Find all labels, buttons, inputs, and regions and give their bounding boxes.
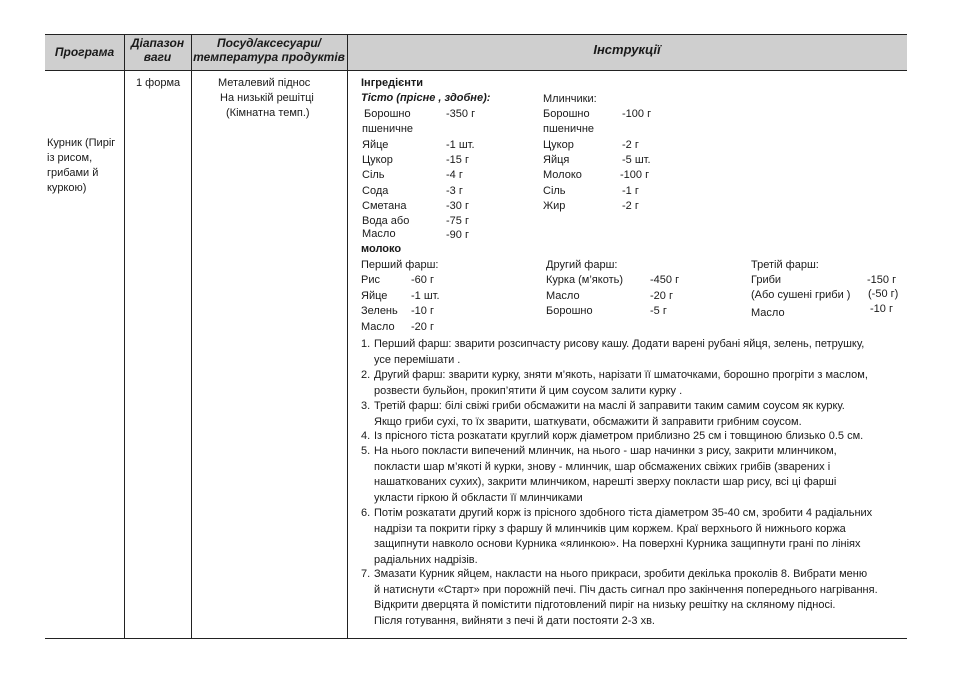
step-number: 6. — [361, 507, 371, 519]
step-5 — [361, 444, 911, 506]
pancake-qty-5: -1 г — [622, 185, 639, 197]
header-program: Програма — [54, 45, 115, 59]
step-number: 4. — [361, 430, 371, 442]
filling3-qty-1: (-50 г) — [868, 288, 899, 300]
filling3-name-0: Гриби — [751, 274, 782, 286]
step-text: Потім розкатати другий корж із прісного здобного тіста діаметром 35-40 см, зробити 4 радіальних надрізи та покрити гірку з фаршу й млинчиків цим коржем. Краї верхнього й нижнього коржа защипнути навколо основи Курника «ялинкою». На поверхні Курника защипнути грані по лініях радіальних надрізів. — [374, 507, 873, 566]
filling1-name-2: Зелень — [361, 305, 398, 317]
step-3 — [361, 399, 911, 430]
cookware-line-3: (Кімнатна темп.) — [226, 107, 310, 119]
step-text: Із прісного тіста розкатати круглий корж діаметром приблизно 25 см і товщиною близько 0.5 см. — [374, 430, 864, 442]
pancake-name-2: Цукор — [543, 139, 574, 151]
filling3-heading: Третій фарш: — [751, 259, 819, 271]
step-4 — [361, 429, 911, 445]
dough-name-1: пшеничне — [362, 123, 414, 135]
column-divider-2 — [191, 34, 192, 639]
step-6 — [361, 506, 911, 568]
dough-name-4: Сіль — [362, 169, 385, 181]
step-text: На нього покласти випечений млинчик, на нього - шар начинки з рису, закрити млинчиком, покласти шар м’якоті й курки, знову - млинчик, шар обсмажених свіжих грибів (зварених і нашаткованих сухих), закрити млинчиком, нарешті зверху покласти шар рису, всі ці фарші укласти гіркою й обкласти її млинчиками — [374, 445, 837, 504]
filling1-name-1: Яйце — [361, 290, 388, 302]
dough-tail: молоко — [361, 243, 402, 255]
filling2-name-1: Масло — [546, 290, 580, 302]
table-bottom-border — [45, 638, 907, 639]
dough-qty-2: -1 шт. — [446, 139, 475, 151]
dough-name-8: Масло — [362, 228, 396, 240]
pancakes-heading: Млинчики: — [543, 93, 597, 105]
filling3-name-1: (Або сушені гриби ) — [751, 289, 851, 301]
filling2-heading: Другий фарш: — [546, 259, 618, 271]
filling1-name-3: Масло — [361, 321, 395, 333]
dough-qty-6: -30 г — [446, 200, 469, 212]
filling1-heading: Перший фарш: — [361, 259, 439, 271]
dough-name-6: Сметана — [362, 200, 407, 212]
step-number: 3. — [361, 400, 371, 412]
dough-qty-8: -90 г — [446, 229, 469, 241]
step-2 — [361, 368, 911, 399]
step-1 — [361, 337, 911, 368]
step-text: Перший фарш: зварити розсипчасту рисову кашу. Додати варені рубані яйця, зелень, петрушку, усе перемішати . — [374, 338, 865, 366]
dough-qty-4: -4 г — [446, 169, 463, 181]
step-number: 5. — [361, 445, 371, 457]
pancake-name-5: Сіль — [543, 185, 566, 197]
step-7 — [361, 567, 911, 629]
filling1-qty-1: -1 шт. — [411, 290, 440, 302]
program-name: Курник (Пиріг із рисом, грибами й куркою) — [47, 137, 116, 194]
step-text: Змазати Курник яйцем, накласти на нього прикраси, зробити декілька проколів 8. Вибрати меню й натиснути «Старт» при порожній печі. Піч дасть сигнал про закінчення попереднього нагрівання. Відкрити дверцята й помістити підготовлений пиріг на низьку решітку на скляному підносі. Після готування, вийняти з печі й дати постояти 2-3 хв. — [374, 568, 878, 627]
header-top-border — [45, 34, 907, 35]
step-number: 1. — [361, 338, 371, 350]
dough-qty-7: -75 г — [446, 215, 469, 227]
header-weight-range: Діапазон ваги — [130, 36, 185, 64]
pancake-qty-6: -2 г — [622, 200, 639, 212]
pancake-qty-3: -5 шт. — [622, 154, 651, 166]
filling1-qty-2: -10 г — [411, 305, 434, 317]
pancake-name-4: Молоко — [543, 169, 582, 181]
pancake-qty-2: -2 г — [622, 139, 639, 151]
dough-name-2: Яйце — [362, 139, 389, 151]
dough-name-7: Вода або — [362, 215, 410, 227]
column-divider-1 — [124, 34, 125, 639]
step-text: Другий фарш: зварити курку, зняти м’якоть, нарізати її шматочками, борошно прогріти з маслом, розвести бульйон, прокип’ятити й цим соусом залити курку . — [374, 369, 868, 397]
pancake-name-1: пшеничне — [543, 123, 595, 135]
pancake-name-3: Яйця — [543, 154, 570, 166]
pancake-qty-4: -100 г — [620, 169, 650, 181]
dough-name-0: Борошно — [364, 108, 411, 120]
header-cookware: Посуд/аксесуари/ температура продуктів — [193, 36, 345, 64]
filling2-name-2: Борошно — [546, 305, 593, 317]
dough-name-5: Сода — [362, 185, 389, 197]
dough-name-3: Цукор — [362, 154, 393, 166]
dough-qty-0: -350 г — [446, 108, 476, 120]
dough-qty-5: -3 г — [446, 185, 463, 197]
filling3-name-2: Масло — [751, 307, 785, 319]
pancake-qty-0: -100 г — [622, 108, 652, 120]
step-number: 2. — [361, 369, 371, 381]
dough-qty-3: -15 г — [446, 154, 469, 166]
step-number: 7. — [361, 568, 371, 580]
filling2-qty-2: -5 г — [650, 305, 667, 317]
column-divider-3 — [347, 34, 348, 639]
pancake-name-6: Жир — [543, 200, 566, 212]
filling2-name-0: Курка (м’якоть) — [546, 274, 623, 286]
filling3-qty-2: -10 г — [870, 303, 893, 315]
header-bottom-border — [45, 70, 907, 71]
dough-heading: Тісто (прісне , здобне): — [361, 92, 491, 104]
weight-value: 1 форма — [136, 77, 181, 89]
filling2-qty-1: -20 г — [650, 290, 673, 302]
cookware-line-2: На низькій решітці — [220, 92, 314, 104]
filling3-qty-0: -150 г — [867, 274, 897, 286]
filling1-qty-3: -20 г — [411, 321, 434, 333]
filling1-name-0: Рис — [361, 274, 380, 286]
pancake-name-0: Борошно — [543, 108, 590, 120]
filling1-qty-0: -60 г — [411, 274, 434, 286]
ingredients-heading: Інгредієнти — [361, 77, 424, 89]
cookware-line-1: Металевий піднос — [218, 77, 311, 89]
header-instructions: Інструкції — [593, 42, 661, 57]
filling2-qty-0: -450 г — [650, 274, 680, 286]
step-text: Третій фарш: білі свіжі гриби обсмажити на маслі й заправити таким самим соусом як курку. Якщо гриби сухі, то їх зварити, шаткувати, обсмажити й заправити грибним соусом. — [374, 400, 845, 428]
